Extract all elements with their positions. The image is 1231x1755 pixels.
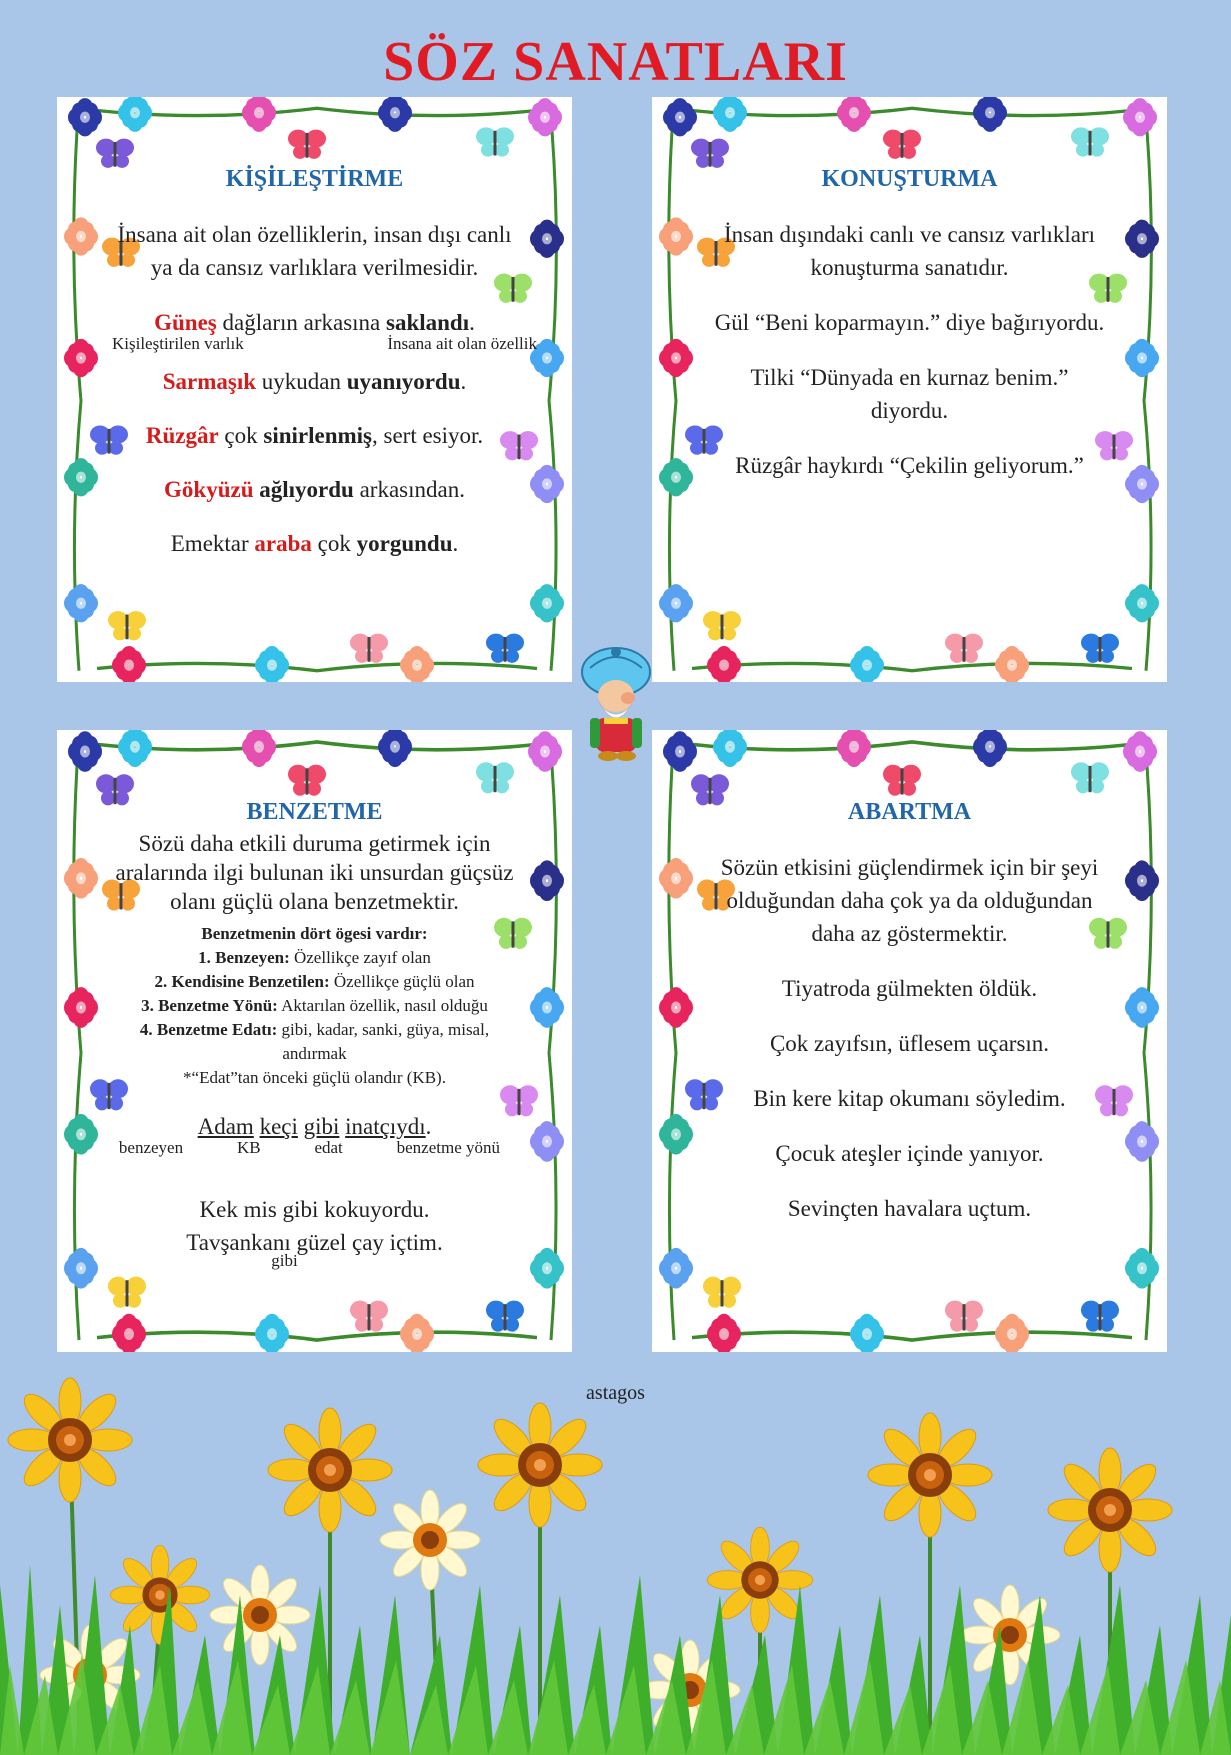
example-4: Çocuk ateşler içinde yanıyor. (775, 1141, 1044, 1166)
note-yon: benzetme yönü (396, 1138, 501, 1157)
heading-benzetme: BENZETME (246, 799, 383, 825)
element-3 (112, 994, 517, 1018)
note-personified: Kişileştirilen varlık (112, 334, 244, 353)
example-5 (117, 527, 512, 560)
example-subject: araba (254, 531, 312, 556)
example-1: Tiyatroda gülmekten öldük. (781, 976, 1038, 1001)
flower-meadow-illustration (0, 1335, 1231, 1755)
example-text: çok (218, 423, 264, 448)
example-2: Tilki “Dünyada en kurnaz benim.” diyordu. (750, 365, 1069, 423)
example-end: arkasından. (353, 477, 465, 502)
elements-title: Benzetmenin dört ögesi vardır: (201, 924, 428, 943)
sample-yon: inatçıydı (345, 1114, 426, 1139)
example-3 (117, 419, 512, 452)
element-1 (112, 946, 517, 970)
example-text: uykudan (256, 369, 347, 394)
element-4 (112, 1018, 517, 1066)
element-label: 2. Kendisine Benzetilen: (154, 972, 330, 991)
sample-edat: gibi (303, 1114, 340, 1139)
note-kb: KB (236, 1138, 261, 1157)
example-end: . (452, 531, 459, 556)
sample-benzeyen: Adam (197, 1114, 254, 1139)
example-subject: Gökyüzü (164, 477, 254, 502)
example-verb: sinirlenmiş (263, 423, 372, 448)
definition-abartma: Sözün etkisini güçlendirmek için bir şeyi olduğundan daha çok ya da olduğundan daha az göstermektir. (720, 855, 1099, 946)
definition-konusturma: İnsan dışındaki canlı ve cansız varlıkları konuşturma sanatıdır. (723, 222, 1096, 280)
example-2: Çok zayıfsın, üflesem uçarsın. (769, 1031, 1050, 1056)
definition-kisilestirme: İnsana ait olan özelliklerin, insan dışı canlı ya da cansız varlıklara verilmesidir. (117, 222, 512, 280)
example-2 (117, 365, 512, 398)
edat-note: *“Edat”tan önceki güçlü olandır (KB). (183, 1068, 446, 1087)
element-label: 1. Benzeyen: (198, 948, 290, 967)
example-end: , sert esiyor. (372, 423, 484, 448)
example-verb: uyanıyordu (346, 369, 461, 394)
element-2 (112, 970, 517, 994)
page-title: SÖZ SANATLARI (383, 31, 848, 93)
example-2: Tavşankanı güzel çay içtim. (186, 1230, 443, 1255)
card-konusturma (652, 97, 1167, 682)
example-3: Bin kere kitap okumanı söyledim. (753, 1086, 1066, 1111)
example-2-note: gibi (271, 1251, 298, 1270)
example-verb: saklandı (386, 310, 470, 335)
example-1: Gül “Beni koparmayın.” diye bağırıyordu. (714, 310, 1105, 335)
element-text: Aktarılan özellik, nasıl olduğu (277, 996, 488, 1015)
note-human-trait: İnsana ait olan özellik (387, 334, 537, 353)
note-edat: edat (314, 1138, 343, 1157)
sample-end: . (425, 1114, 432, 1139)
element-label: 4. Benzetme Edatı: (139, 1020, 278, 1039)
element-text: Özellikçe zayıf olan (289, 948, 431, 967)
card-abartma (652, 730, 1167, 1352)
element-label: 3. Benzetme Yönü: (141, 996, 278, 1015)
definition-benzetme: Sözü daha etkili duruma getirmek için aralarında ilgi bulunan iki unsurdan güçsüz olanı güçlü olana benzetmektir. (115, 831, 514, 914)
heading-abartma: ABARTMA (847, 799, 972, 825)
example-5: Sevinçten havalara uçtum. (787, 1196, 1032, 1221)
example-verb: yorgundu (356, 531, 453, 556)
example-3: Rüzgâr haykırdı “Çekilin geliyorum.” (735, 453, 1084, 478)
sample-kb: keçi (259, 1114, 298, 1139)
element-text: gibi, kadar, sanki, güya, misal, andırmak (277, 1020, 490, 1063)
nasreddin-hoca-illustration (568, 640, 664, 764)
note-benzeyen: benzeyen (118, 1138, 184, 1157)
example-text: dağların arkasına (216, 310, 386, 335)
example-4 (117, 473, 512, 506)
example-text: Emektar (170, 531, 255, 556)
sunflowers (8, 1378, 1172, 1645)
card-kisilestirme (57, 97, 572, 682)
example-subject: Güneş (154, 310, 217, 335)
example-end: . (460, 369, 467, 394)
element-text: Özellikçe güçlü olan (329, 972, 475, 991)
footer-credit: astagos (586, 1382, 645, 1404)
example-text: çok (311, 531, 357, 556)
example-subject: Sarmaşık (162, 369, 257, 394)
card-benzetme (57, 730, 572, 1352)
example-1: Kek mis gibi kokuyordu. (199, 1197, 430, 1222)
example-verb: ağlıyordu (259, 477, 354, 502)
example-end: . (469, 310, 475, 335)
heading-konusturma: KONUŞTURMA (821, 166, 998, 192)
heading-kisilestirme: KİŞİLEŞTİRME (225, 166, 404, 192)
example-subject: Rüzgâr (145, 423, 219, 448)
